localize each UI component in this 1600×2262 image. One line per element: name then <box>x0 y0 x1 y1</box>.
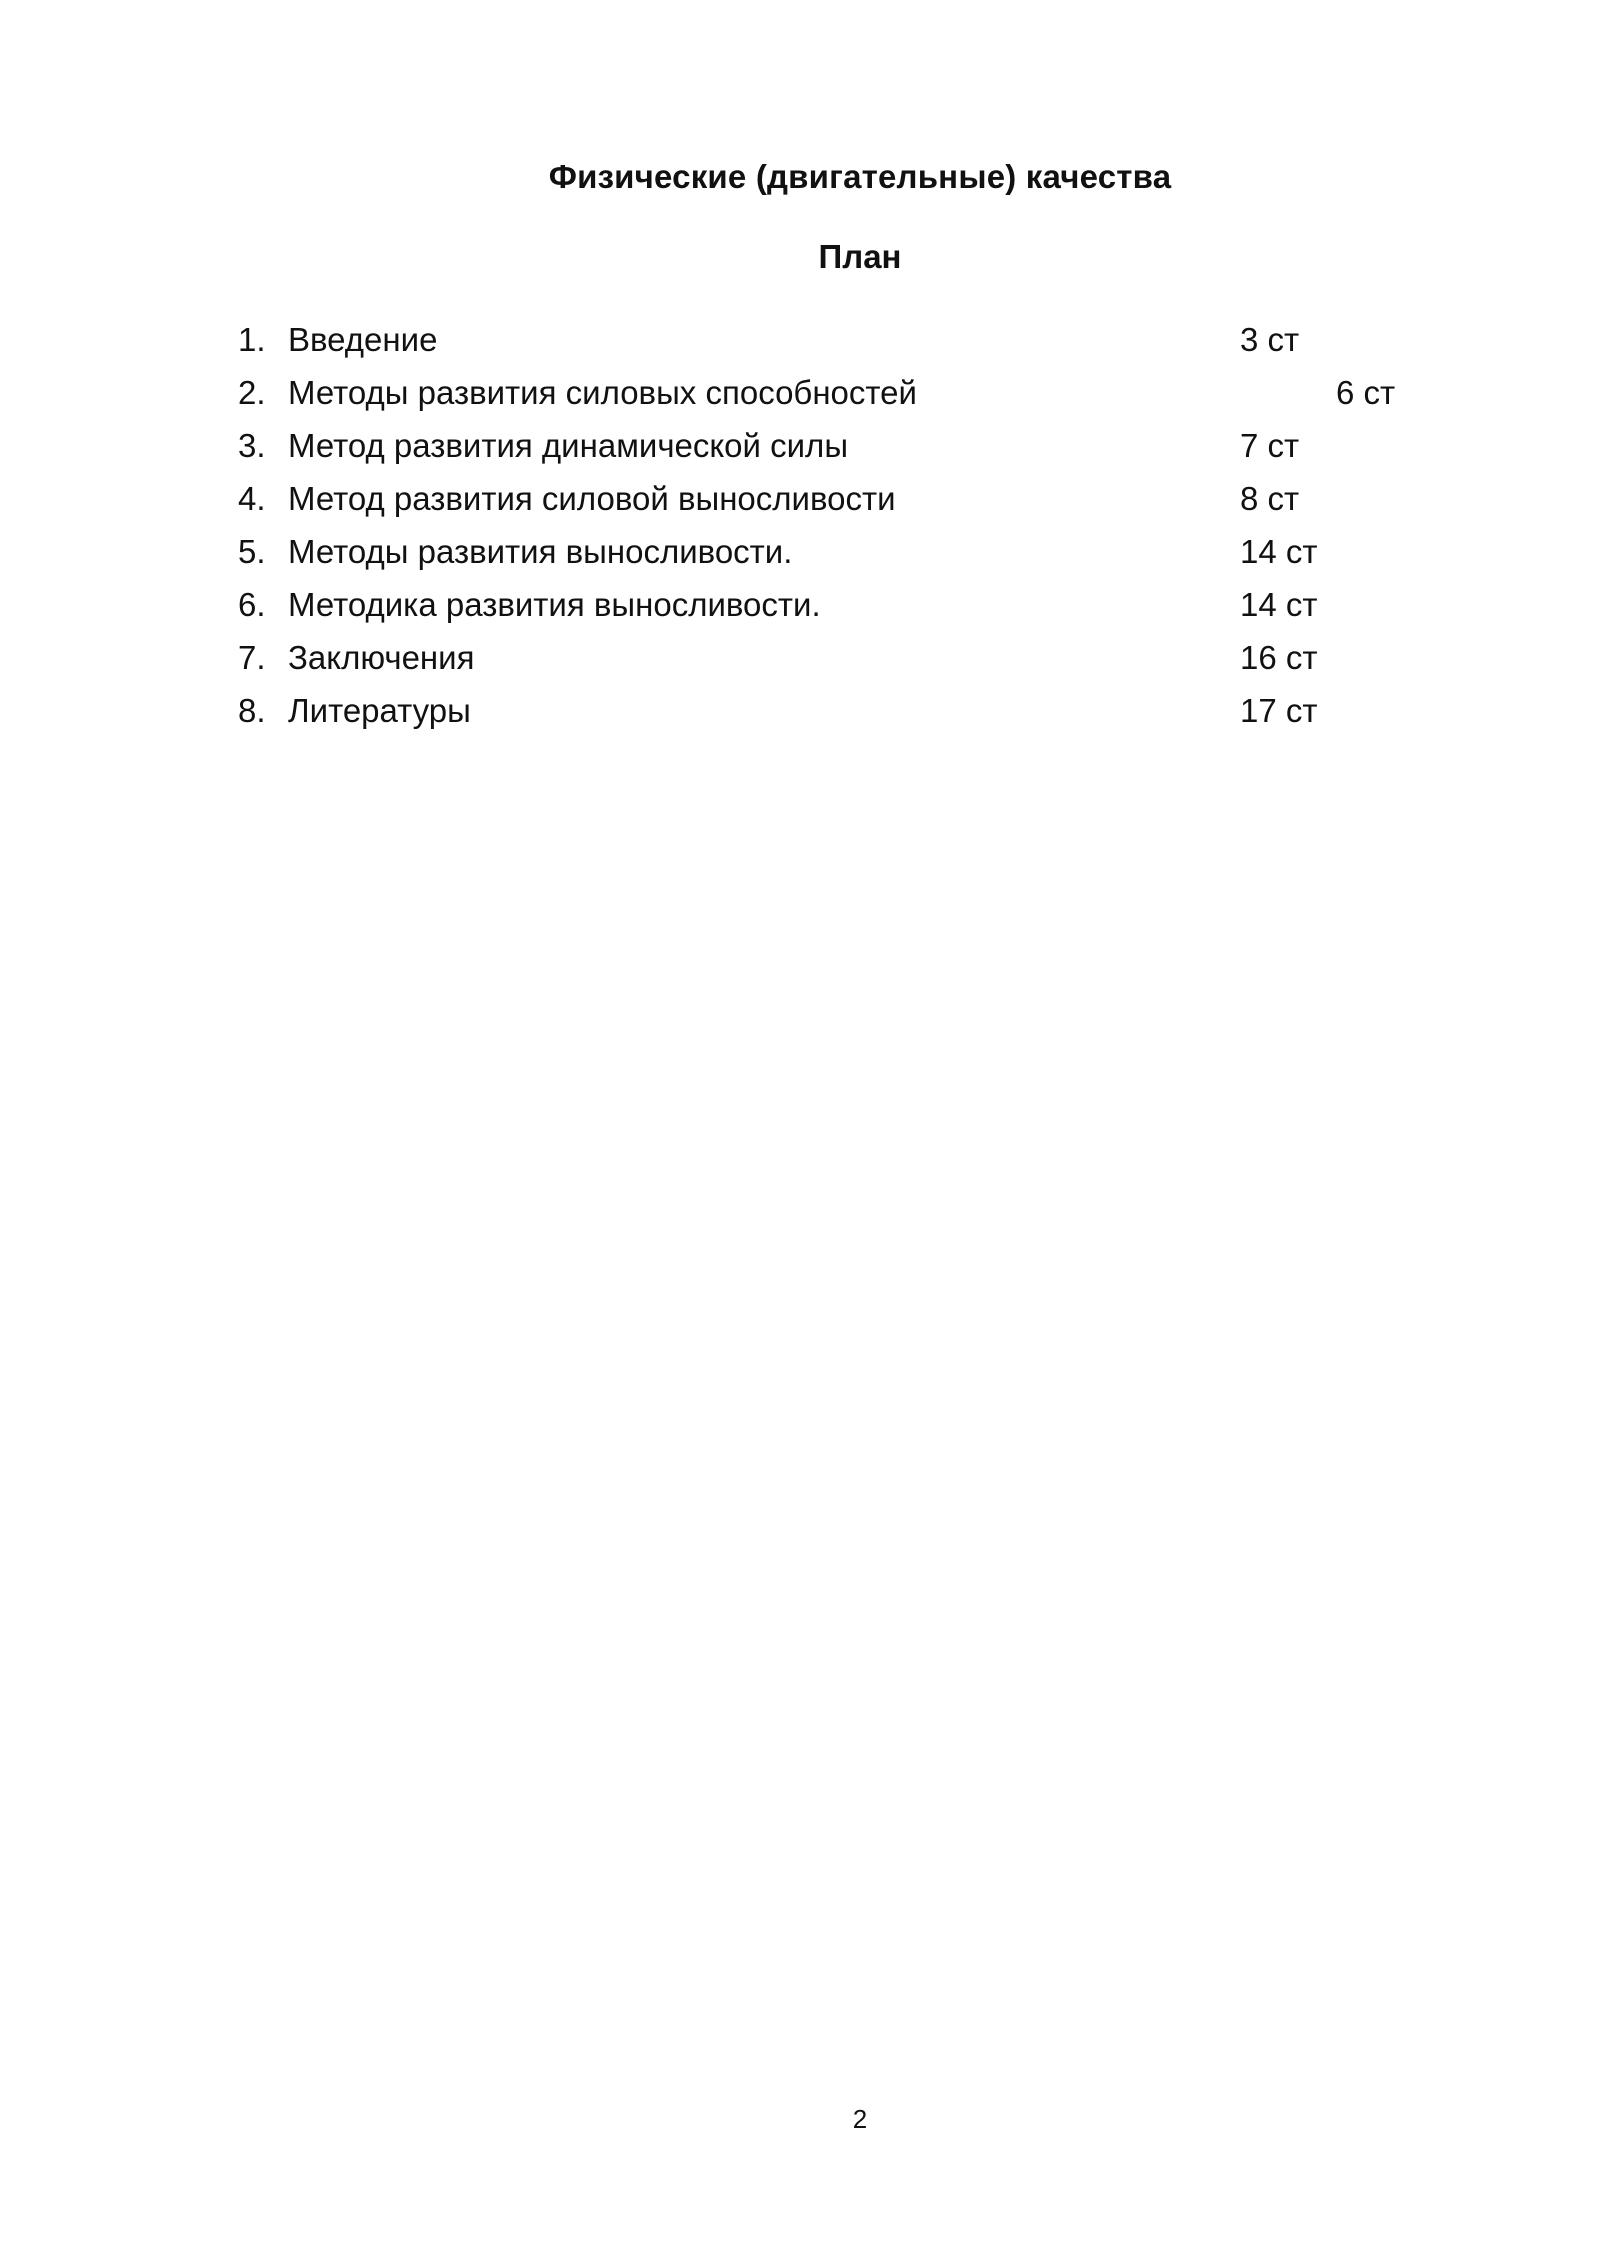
toc-item-number: 6. <box>238 586 266 623</box>
toc-item <box>0 684 1600 737</box>
toc-item <box>0 366 1600 419</box>
toc-item <box>0 578 1600 631</box>
toc-item-number: 5. <box>238 533 266 570</box>
toc-item-number: 3. <box>238 427 266 464</box>
toc-item-page: 14 ст <box>1240 533 1318 570</box>
toc-item <box>0 472 1600 525</box>
toc-item-page: 6 ст <box>1336 374 1396 411</box>
toc-item-title: Литературы <box>288 692 471 729</box>
plan-heading: План <box>818 238 902 275</box>
toc-item-page: 17 ст <box>1240 692 1318 729</box>
toc-item-title: Методы развития силовых способностей <box>288 374 917 411</box>
toc-item-number: 7. <box>238 639 266 676</box>
table-of-contents <box>0 313 1600 737</box>
toc-item-title: Введение <box>288 321 438 358</box>
toc-item-page: 3 ст <box>1240 321 1300 358</box>
toc-item <box>0 313 1600 366</box>
toc-item-page: 16 ст <box>1240 639 1318 676</box>
toc-item-page: 7 ст <box>1240 427 1300 464</box>
document-title: Физические (двигательные) качества <box>548 158 1172 195</box>
toc-item-title: Методика развития выносливости. <box>288 586 821 623</box>
page-number: 2 <box>852 2104 868 2134</box>
toc-item-number: 4. <box>238 480 266 517</box>
toc-item-title: Заключения <box>288 639 475 676</box>
toc-item-page: 14 ст <box>1240 586 1318 623</box>
toc-item-number: 1. <box>238 321 266 358</box>
toc-item-number: 2. <box>238 374 266 411</box>
toc-item-title: Методы развития выносливости. <box>288 533 793 570</box>
toc-item-page: 8 ст <box>1240 480 1300 517</box>
toc-item-title: Метод развития динамической силы <box>288 427 849 464</box>
toc-item-title: Метод развития силовой выносливости <box>288 480 896 517</box>
toc-item-number: 8. <box>238 692 266 729</box>
toc-item <box>0 419 1600 472</box>
toc-item <box>0 631 1600 684</box>
toc-item <box>0 525 1600 578</box>
